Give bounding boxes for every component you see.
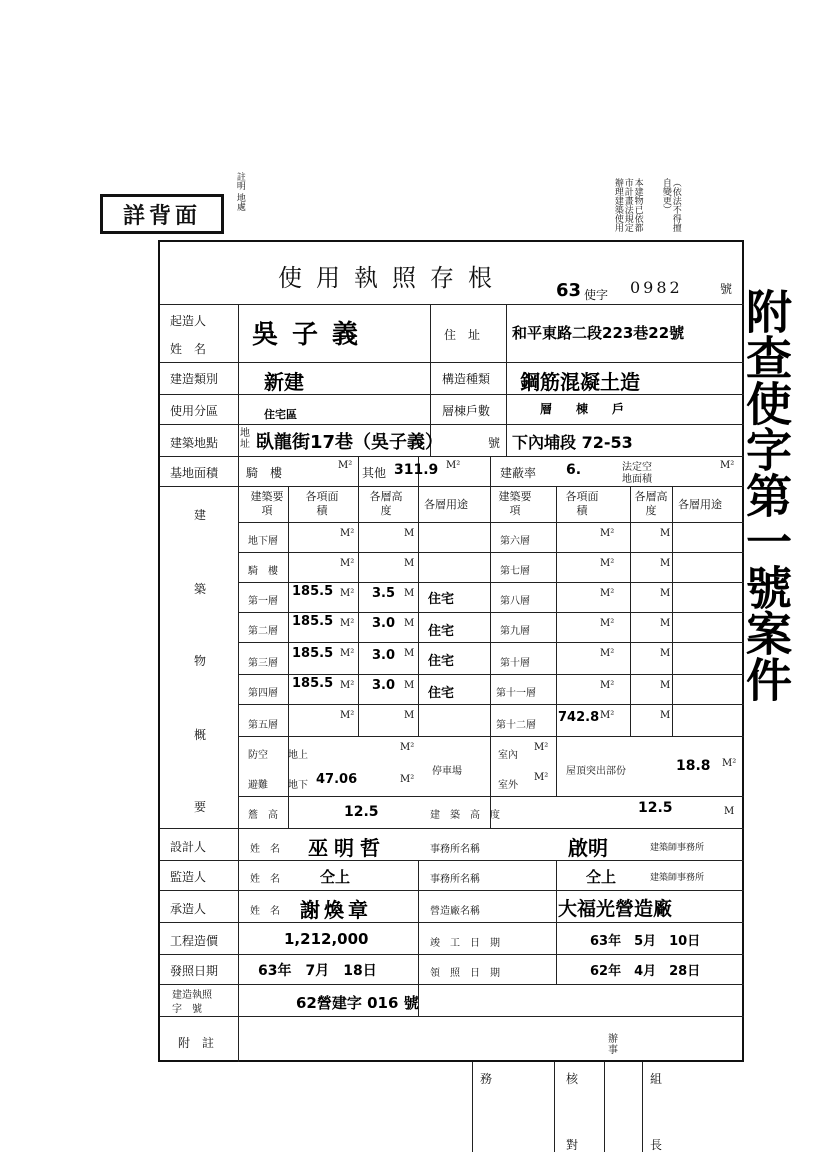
permit-label-2: 字 號 [172, 1004, 202, 1015]
col-line [672, 486, 673, 736]
designer-office-value: 啟明 [568, 836, 608, 860]
detail-back-stamp: 詳背面 [100, 194, 224, 234]
permit-label-1: 建造執照 [172, 990, 212, 1001]
designer-value: 巫明哲 [308, 836, 386, 860]
row-line [238, 642, 744, 643]
unit-m: M [660, 588, 671, 599]
unit-m2: M² [600, 558, 615, 569]
col-header-area: 各項面積 [305, 490, 339, 517]
signature-area [472, 1034, 708, 1152]
site-value: 臥龍街17巷（吳子義） [256, 432, 444, 453]
floor-name: 第九層 [500, 626, 530, 637]
shelter-label-2: 避難 [248, 780, 268, 791]
row-line [238, 796, 744, 797]
col-header-height-right: 各層高度 [634, 490, 668, 517]
building-height-value: 12.5 [638, 800, 673, 816]
floor-use: 住宅 [428, 654, 455, 669]
floor-area: 185.5 [292, 646, 334, 661]
row-line [160, 304, 744, 305]
lot-value: 下內埔段 72-53 [512, 433, 633, 452]
verify-label: 對 [566, 1138, 579, 1152]
floor-area: 742.8 [558, 710, 600, 725]
row-line [238, 704, 744, 705]
col-line [642, 1062, 643, 1152]
col-line [472, 1062, 473, 1152]
unit-m: M [660, 710, 671, 721]
section-char: 要 [194, 800, 207, 814]
unit-m: M [660, 618, 671, 629]
legal-empty-unit: M² [720, 460, 735, 471]
coverage-value: 6. [566, 462, 582, 478]
section-char: 概 [194, 728, 207, 742]
col-header-item: 建築要項 [250, 490, 284, 517]
remarks-label: 附 註 [178, 1036, 215, 1050]
unit-m2: M² [600, 710, 615, 721]
floor-name: 第十二層 [496, 720, 536, 731]
section-char: 築 [194, 582, 207, 596]
factory-label: 營造廠名稱 [430, 906, 480, 917]
parking-label: 停車場 [432, 766, 462, 777]
floor-name: 第二層 [248, 626, 278, 637]
col-line [506, 304, 507, 456]
contractor-factory-value: 大福光營造廠 [558, 898, 673, 920]
col-line [358, 456, 359, 736]
unit-m2: M² [400, 742, 415, 753]
floor-height: 3.0 [372, 678, 396, 693]
unit-m2: M² [340, 558, 355, 569]
unit-m: M [660, 648, 671, 659]
col-header-item-right: 建築要項 [498, 490, 532, 517]
row-line [160, 394, 744, 395]
floor-name: 第六層 [500, 536, 530, 547]
build-type-value: 新建 [264, 370, 304, 394]
group-label: 組 [650, 1072, 663, 1086]
unit-m2: M² [534, 742, 549, 753]
row-line [238, 674, 744, 675]
unit-m: M [724, 806, 735, 817]
col-line [630, 486, 631, 736]
office-label: 辦事 [608, 1034, 618, 1056]
row-line [238, 736, 744, 737]
contractor-value: 謝煥章 [300, 898, 372, 922]
side-note-left: 註明 地處 [234, 172, 245, 211]
zoning-label: 使用分區 [170, 404, 219, 418]
row-line [160, 486, 744, 487]
contractor-label: 承造人 [170, 902, 207, 916]
supervisor-name-label: 姓 名 [250, 874, 280, 885]
contractor-name-label: 姓 名 [250, 906, 280, 917]
unit-m: M [404, 588, 415, 599]
section-char: 物 [194, 654, 207, 668]
floor-name: 第八層 [500, 596, 530, 607]
receive-label: 領 照 日 期 [430, 968, 500, 979]
permit-number-prefix: 63 [556, 280, 582, 301]
col-header-height: 各層高度 [369, 490, 403, 517]
floor-name: 第十層 [500, 658, 530, 669]
supervisor-office-suffix: 建築師事務所 [650, 873, 705, 883]
floors-label: 層棟戶數 [442, 404, 491, 418]
issue-label: 發照日期 [170, 964, 219, 978]
floor-height: 3.5 [372, 586, 396, 601]
section-char: 建 [194, 508, 207, 522]
storey-height-value: 12.5 [344, 804, 379, 820]
col-line [556, 486, 557, 796]
owner-label-2: 姓 名 [170, 342, 207, 356]
row-line [238, 582, 744, 583]
base-area-label: 基地面積 [170, 466, 219, 480]
unit-m: M [660, 558, 671, 569]
form-title: 使用執照存根 [278, 264, 506, 292]
unit-m2: M² [400, 774, 415, 785]
unit-m2: M² [340, 710, 355, 721]
zoning-value: 住宅區 [264, 408, 297, 421]
row-line [160, 828, 744, 829]
building-height-label: 建 築 高 度 [430, 810, 500, 821]
roof-label: 屋頂突出部份 [566, 766, 626, 777]
row-line [238, 612, 744, 613]
floor-name: 第七層 [500, 566, 530, 577]
row-line [160, 1016, 744, 1017]
floor-name: 第四層 [248, 688, 278, 699]
lot-label: 號 [488, 436, 501, 450]
unit-m: M [404, 528, 415, 539]
col-line [490, 456, 491, 828]
unit-m2: M² [534, 772, 549, 783]
side-note-right-2: （依法不得擅自變更） [660, 178, 681, 232]
legal-empty-label-1: 法定空 [622, 462, 652, 473]
unit-m2: M² [600, 618, 615, 629]
other-unit: M² [446, 460, 461, 471]
unit-m: M [660, 528, 671, 539]
row-line [160, 362, 744, 363]
supervisor-value: 仝上 [320, 868, 351, 886]
unit-m: M [404, 618, 415, 629]
floor-height: 3.0 [372, 648, 396, 663]
check-label: 核 [566, 1072, 579, 1086]
structure-label: 構造種類 [442, 372, 491, 386]
unit-m: M [404, 558, 415, 569]
other-label: 其他 [362, 466, 387, 480]
right-margin-text: 附查使字第一號案件 [739, 288, 793, 702]
structure-value: 鋼筋混凝土造 [520, 370, 640, 394]
other-value: 311.9 [394, 462, 439, 478]
above-ground-label: 地上 [288, 750, 308, 761]
col-header-use-right: 各層用途 [678, 498, 722, 511]
floor-use: 住宅 [428, 686, 455, 701]
col-line [418, 456, 419, 736]
floor-area: 185.5 [292, 676, 334, 691]
build-type-label: 建造類別 [170, 372, 219, 386]
row-line [160, 860, 744, 861]
unit-m: M [404, 710, 415, 721]
floor-area: 185.5 [292, 614, 334, 629]
side-note-right-1: 本建物已依都市計畫法規定辦理建築使用 [612, 178, 643, 232]
row-line [160, 954, 744, 955]
permit-value: 62營建字 016 號 [296, 994, 419, 1012]
unit-m2: M² [600, 588, 615, 599]
cost-label: 工程造價 [170, 934, 219, 948]
col-header-use: 各層用途 [424, 498, 468, 511]
floor-name: 地下層 [248, 536, 278, 547]
supervisor-label: 監造人 [170, 870, 207, 884]
floor-name: 第一層 [248, 596, 278, 607]
col-line [604, 1062, 605, 1152]
unit-m: M [404, 648, 415, 659]
floor-height: 3.0 [372, 616, 396, 631]
unit-m2: M² [600, 648, 615, 659]
floor-use: 住宅 [428, 592, 455, 607]
coverage-label: 建蔽率 [500, 466, 537, 480]
outdoor-label: 室外 [498, 780, 518, 791]
col-header-area-right: 各項面積 [565, 490, 599, 517]
indoor-label: 室內 [498, 750, 518, 761]
site-label: 建築地點 [170, 436, 219, 450]
floor-area: 185.5 [292, 584, 334, 599]
supervisor-office-value: 仝上 [586, 868, 617, 886]
unit-m2: M² [722, 758, 737, 769]
completion-label: 竣 工 日 期 [430, 938, 500, 949]
row-line [160, 456, 744, 457]
unit-m2: M² [600, 528, 615, 539]
owner-value: 吳子義 [252, 320, 373, 350]
site-sub-label: 地址 [240, 428, 250, 450]
floors-value: 層 棟 戶 [540, 402, 625, 416]
receive-value: 62年 4月 28日 [590, 964, 701, 979]
row-line [238, 552, 744, 553]
col-line [238, 304, 239, 1062]
unit-m2: M² [340, 648, 355, 659]
below-ground-label: 地下 [288, 780, 308, 791]
designer-office-suffix: 建築師事務所 [650, 843, 705, 853]
row-line [160, 424, 744, 425]
issue-value: 63年 7月 18日 [258, 963, 377, 979]
designer-label: 設計人 [170, 840, 207, 854]
permit-number-suffix: 號 [720, 282, 733, 296]
unit-m2: M² [600, 680, 615, 691]
row-line [160, 890, 744, 891]
person-label: 長 [650, 1138, 663, 1152]
supervisor-office-label: 事務所名稱 [430, 874, 480, 885]
designer-office-label: 事務所名稱 [430, 844, 480, 855]
permit-number-value: 0982 [630, 278, 683, 297]
review-label: 務 [480, 1072, 493, 1086]
address-value: 和平東路二段223巷22號 [512, 324, 685, 342]
owner-label-1: 起造人 [170, 314, 207, 328]
floor-name: 第十一層 [496, 688, 536, 699]
designer-name-label: 姓 名 [250, 844, 280, 855]
permit-number-label: 使字 [584, 288, 609, 302]
row-line [160, 922, 744, 923]
unit-m2: M² [340, 680, 355, 691]
floor-use: 住宅 [428, 624, 455, 639]
unit-m2: M² [340, 528, 355, 539]
floor-name: 騎 樓 [248, 566, 278, 577]
unit-m2: M² [340, 618, 355, 629]
legal-empty-label-2: 地面積 [622, 474, 652, 485]
arcade-label: 騎 樓 [246, 466, 283, 480]
unit-m2: M² [340, 588, 355, 599]
cost-value: 1,212,000 [284, 930, 369, 948]
row-line [238, 522, 744, 523]
row-line [160, 984, 744, 985]
unit-m: M [404, 680, 415, 691]
arcade-unit: M² [338, 460, 353, 471]
floor-name: 第三層 [248, 658, 278, 669]
col-line [554, 1062, 555, 1152]
below-ground-value: 47.06 [316, 772, 358, 787]
roof-value: 18.8 [676, 758, 711, 774]
shelter-label-1: 防空 [248, 750, 268, 761]
col-line [418, 860, 419, 984]
address-label: 住 址 [444, 328, 481, 342]
floor-name: 第五層 [248, 720, 278, 731]
storey-height-label: 簷 高 [248, 810, 278, 821]
completion-value: 63年 5月 10日 [590, 934, 701, 949]
col-line [556, 860, 557, 984]
unit-m: M [660, 680, 671, 691]
usage-permit-stub-form [158, 240, 744, 1062]
